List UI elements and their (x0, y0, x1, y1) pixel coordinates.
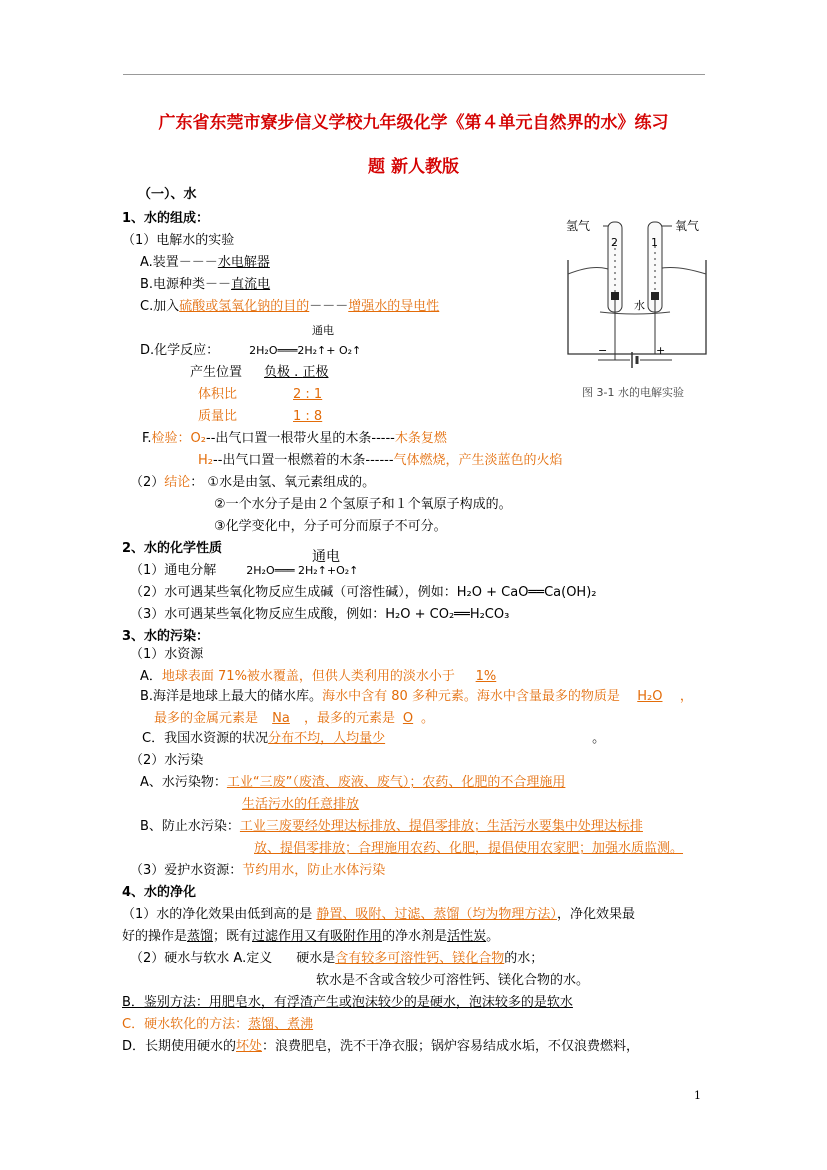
section-heading: （一）、水 (138, 187, 197, 202)
tube-2-label: 2 (611, 236, 618, 249)
page-number: 1 (694, 1089, 701, 1102)
s1-c2-l2: ②一个水分子是由２个氢原子和１个氧原子构成的。 (214, 497, 512, 512)
s1-vol: 体积比 2 : 1 (198, 387, 323, 402)
s4-hs: （2）硬水与软水 A.定义 硬水是含有较多可溶性钙、镁化合物的水； (130, 951, 544, 966)
s4-title: 4、水的净化 (122, 885, 197, 900)
s2-l3: （3）水可遇某些氧化物反应生成酸，例如：H₂O + CO₂══H₂CO₃ (130, 607, 510, 622)
s2-l1: （1）通电分解 2H₂O═══ 2H₂↑+O₂↑ (130, 563, 359, 578)
page-title-line2: 题 新人教版 (368, 157, 459, 177)
oxygen-label: 氧气 (675, 219, 700, 233)
svg-text:+: + (656, 344, 666, 357)
s1-b: B.电源种类－－直流电 (140, 277, 271, 292)
s3-title: 3、水的污染： (122, 629, 210, 644)
hydrogen-label: 氢气 (566, 219, 591, 233)
s1-a: A.装置－－－水电解器 (140, 255, 270, 270)
s1-d-cond: 通电 (312, 324, 334, 337)
s1-mass: 质量比 1 : 8 (198, 409, 323, 424)
s1-title: 1、水的组成： (122, 211, 210, 226)
s3-r-title: （1）水资源 (130, 647, 204, 662)
s4-l2: 好的操作是蒸馏；既有过滤作用又有吸附作用的净水剂是活性炭。 (122, 929, 500, 944)
s1-pos: 产生位置 负极 . 正极 (190, 365, 329, 380)
s3-pr: （3）爱护水资源：节约用水，防止水体污染 (130, 863, 386, 878)
tube-1-label: 1 (651, 236, 658, 249)
s4-cl: C．硬水软化的方法：蒸馏、煮沸 (122, 1017, 314, 1032)
s1-d: D.化学反应： 2H₂O═══2H₂↑+ O₂↑ (140, 343, 362, 358)
s3-rb: B.海洋是地球上最大的储水库。海水中含有 80 多种元素。海水中含量最多的物质是 H₂O ， (140, 689, 693, 704)
svg-text:−: − (598, 344, 608, 357)
s3-pa: A、水污染物：工业“三废”（废渣、废液、废气）；农药、化肥的不合理施用 (140, 775, 566, 790)
figure-caption: 图 3-1 水的电解实验 (582, 386, 684, 399)
s3-rc: C．我国水资源的状况分布不均，人均量少 。 (142, 731, 606, 746)
electrolysis-figure (558, 212, 718, 404)
s1-f1: F.检验：O₂--出气口置一根带火星的木条-----木条复燃 (142, 431, 447, 446)
s2-l2: （2）水可遇某些氧化物反应生成碱（可溶性碱），例如：H₂O + CaO══Ca(OH)₂ (130, 585, 597, 600)
s4-l1: （1）水的净化效果由低到高的是 静置、吸附、过滤、蒸馏（均为物理方法），净化效果最 (122, 907, 635, 922)
s2-title: 2、水的化学性质 (122, 541, 223, 556)
s3-pa2: 生活污水的任意排放 (242, 797, 360, 812)
s4-bl: B．鉴别方法：用肥皂水，有浮渣产生或泡沫较少的是硬水，泡沫较多的是软水 (122, 995, 573, 1010)
s3-pb: B、防止水污染：工业三废要经处理达标排放、提倡零排放；生活污水要集中处理达标排 (140, 819, 643, 834)
s3-pb2: 放、提倡零排放；合理施用农药、化肥，提倡使用农家肥；加强水质监测。 (254, 841, 684, 856)
s2-cond: 通电 (312, 549, 340, 565)
s1-c: C.加入硫酸或氢氧化钠的目的－－－增强水的导电性 (140, 299, 440, 314)
s1-f2: H₂--出气口置一根燃着的木条------气体燃烧，产生淡蓝色的火焰 (198, 453, 563, 468)
s3-p-title: （2）水污染 (130, 753, 204, 768)
s4-hs2: 软水是不含或含较少可溶性钙、镁化合物的水。 (316, 973, 590, 988)
s1-sub1: （1）电解水的实验 (122, 233, 235, 248)
s3-rb2: 最多的金属元素是 Na ，最多的元素是 O 。 (154, 711, 435, 726)
s3-ra: A．地球表面 71%被水覆盖，但供人类利用的淡水小于 1% (140, 669, 497, 684)
page-title-line1: 广东省东莞市寮步信义学校九年级化学《第４单元自然界的水》练习 (158, 113, 669, 133)
s4-dl: D．长期使用硬水的坏处：浪费肥皂，洗不干净衣服；锅炉容易结成水垢，不仅浪费燃料， (122, 1039, 640, 1054)
water-label: 水 (634, 299, 645, 312)
header-rule (123, 74, 705, 75)
s1-c2-l3: ③化学变化中，分子可分而原子不可分。 (214, 519, 447, 534)
s1-c2-l1: （2）结论： ①水是由氢、氧元素组成的。 (130, 475, 376, 490)
